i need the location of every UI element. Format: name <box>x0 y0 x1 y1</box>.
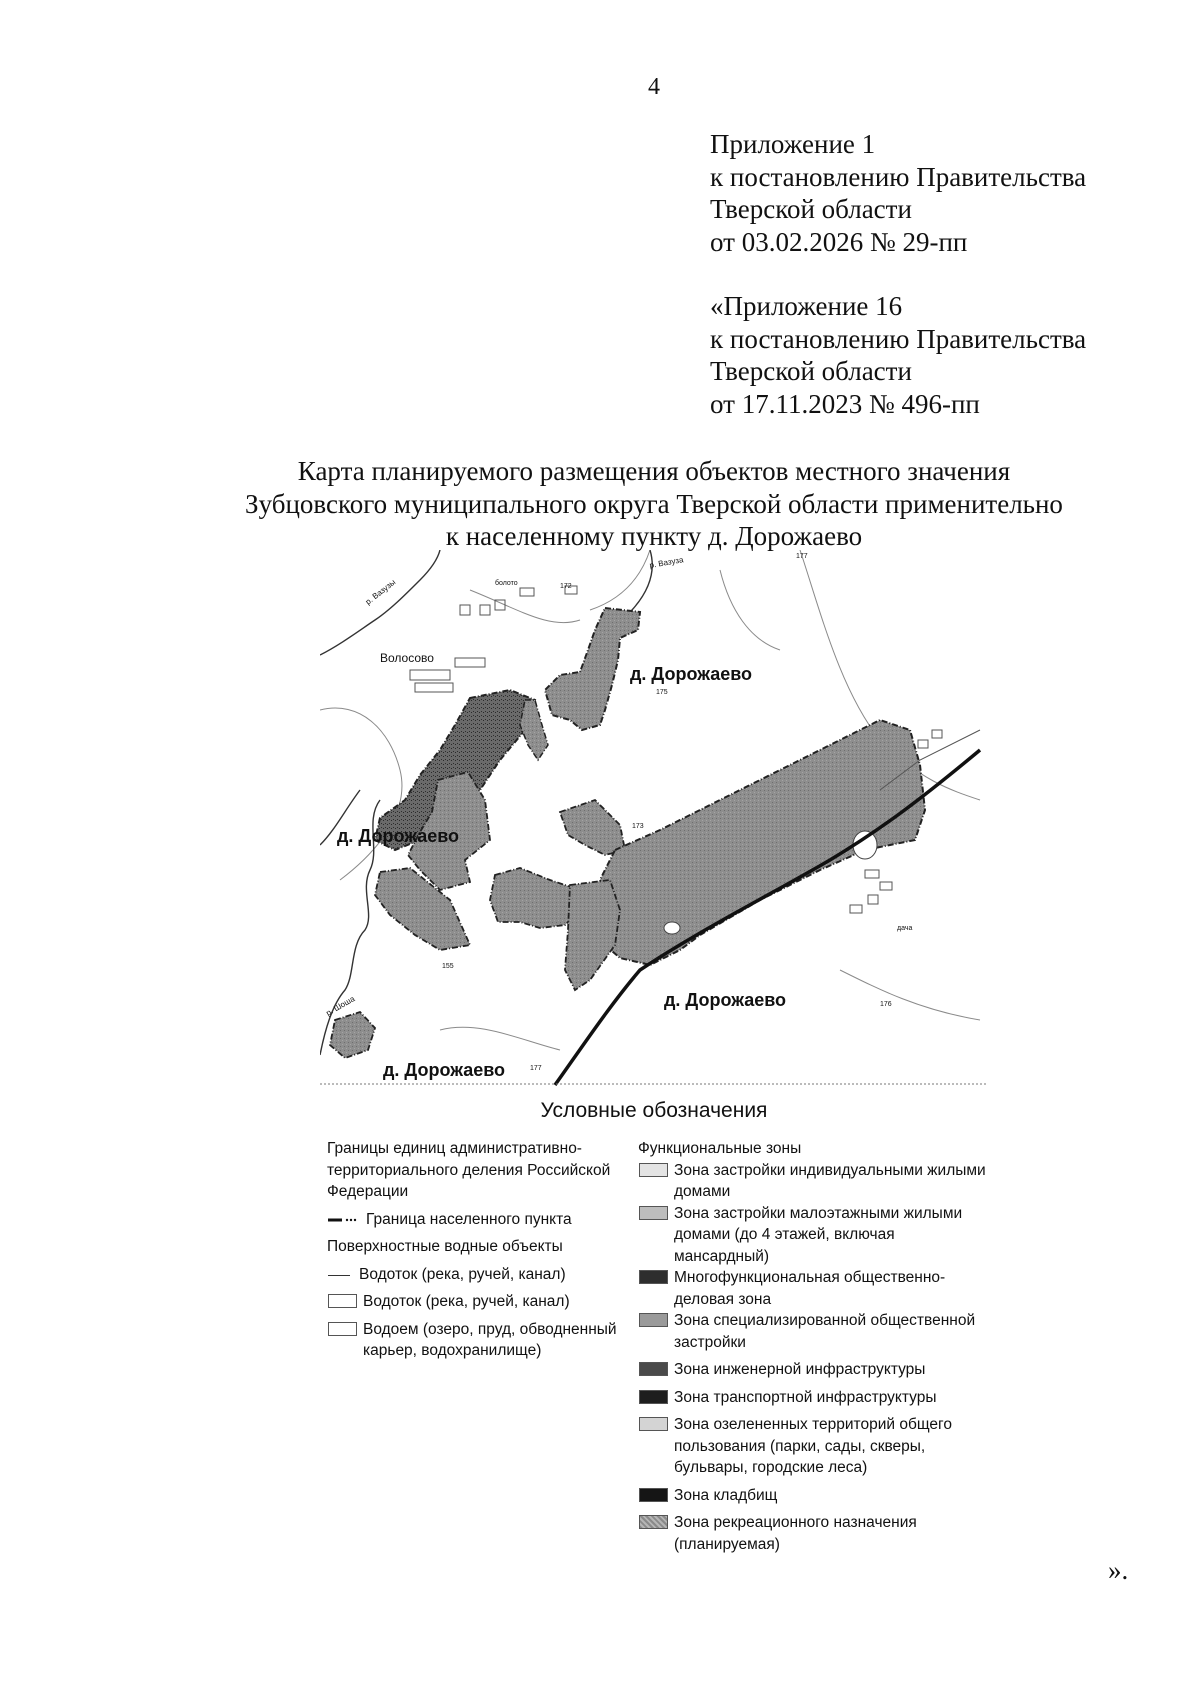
contour-line <box>720 570 780 650</box>
house <box>415 683 453 692</box>
boundary-dash-icon <box>328 1214 358 1226</box>
legend-item <box>638 1512 988 1555</box>
house <box>460 605 470 615</box>
settlement-zone <box>545 608 640 730</box>
legend-label: Граница населенного пункта <box>366 1210 572 1228</box>
contour-line <box>440 1027 560 1050</box>
public-facilities-zone-icon <box>639 1313 668 1327</box>
legend-item <box>638 1485 988 1507</box>
volosovo-houses <box>410 586 577 692</box>
legend-item <box>327 1264 637 1286</box>
legend-label: Зона застройки малоэтажными жилыми домами (до 4 этажей, включая мансардный) <box>674 1204 963 1265</box>
legend-section-header: Функциональные зоны <box>638 1140 802 1157</box>
annex-date-number: от 17.11.2023 № 496-пп <box>710 388 980 419</box>
map-small-label: дача <box>897 925 913 932</box>
annex-reference: к постановлению Правительства <box>710 161 1087 192</box>
watercourse-area-icon <box>328 1294 357 1308</box>
contour-line <box>590 550 650 610</box>
engineering-zone-icon <box>639 1362 668 1376</box>
map-canvas <box>320 550 986 1086</box>
business-zone-icon <box>639 1270 668 1284</box>
water-body-icon <box>328 1322 357 1336</box>
legend-right-column <box>638 1138 988 1555</box>
legend-label: Зона рекреационного назначения (планируемая) <box>674 1514 917 1553</box>
closing-quote-mark: ». <box>1108 1555 1129 1585</box>
settlement-label: д. Дорожаево <box>337 826 460 846</box>
legend-section-header: Поверхностные водные объекты <box>327 1238 563 1255</box>
legend-label: Водоток (река, ручей, канал) <box>363 1293 570 1310</box>
legend-label: Зона транспортной инфраструктуры <box>674 1388 937 1406</box>
map-title-line: к населенному пункту д. Дорожаево <box>445 521 863 551</box>
house <box>932 730 942 738</box>
legend-item <box>638 1310 988 1353</box>
legend-item <box>327 1319 637 1362</box>
legend-item <box>638 1414 988 1479</box>
settlement-zone <box>330 1012 375 1058</box>
legend-item <box>638 1203 988 1268</box>
legend-item <box>638 1359 988 1381</box>
annex-title: Приложение 1 <box>710 129 876 159</box>
zone-north <box>545 608 640 730</box>
green-zone-icon <box>639 1417 668 1431</box>
legend-label: Зона застройки индивидуальными жилыми домами <box>674 1161 986 1200</box>
contour-line <box>320 708 402 880</box>
map-small-label: болото <box>495 580 518 587</box>
house <box>868 895 878 904</box>
zone-southwest <box>330 1012 375 1058</box>
water-body <box>664 922 680 934</box>
watercourse-line-icon <box>328 1275 350 1276</box>
river-label: р. Вазузы <box>363 577 398 607</box>
cemetery-zone-icon <box>639 1488 668 1502</box>
legend-label: Водоток (река, ручей, канал) <box>359 1265 566 1283</box>
settlement-label: д. Дорожаево <box>630 664 753 684</box>
house <box>480 605 490 615</box>
house <box>880 882 892 890</box>
recreation-zone-icon <box>639 1515 668 1529</box>
village-label: Волосово <box>380 651 434 665</box>
legend-label: Водоем (озеро, пруд, обводненный карьер, водохранилище) <box>363 1320 617 1359</box>
house <box>850 905 862 913</box>
map-small-label: 177 <box>796 553 808 560</box>
map-small-label: 177 <box>530 1065 542 1072</box>
annex-date-number: от 03.02.2026 № 29-пп <box>710 226 968 257</box>
annex-title: «Приложение 16 <box>710 291 903 321</box>
map-small-label: 176 <box>880 1001 892 1008</box>
individual-housing-zone-icon <box>639 1163 668 1177</box>
transport-zone-icon <box>639 1390 668 1404</box>
settlement-label: д. Дорожаево <box>383 1060 506 1080</box>
legend-label: Зона озелененных территорий общего пользования (парки, сады, скверы, бульвары, городские леса) <box>674 1416 952 1476</box>
house <box>865 870 879 878</box>
annex-region: Тверской области <box>710 356 912 386</box>
map-title-line: Карта планируемого размещения объектов местного значения <box>297 456 1011 486</box>
legend-item <box>327 1291 637 1313</box>
legend-label: Зона специализированной общественной застройки <box>674 1312 976 1351</box>
legend-label: Зона кладбищ <box>674 1486 778 1504</box>
house <box>520 588 534 596</box>
house <box>410 670 450 680</box>
house <box>455 658 485 667</box>
low-rise-housing-zone-icon <box>639 1206 668 1220</box>
house <box>918 740 928 748</box>
annex-reference: к постановлению Правительства <box>710 323 1087 354</box>
legend-label: Многофункциональная общественно-деловая зона <box>674 1269 946 1308</box>
connector-zone <box>520 700 548 760</box>
map-small-label: 175 <box>656 689 668 696</box>
legend-item <box>638 1267 988 1310</box>
legend-label: Зона инженерной инфраструктуры <box>674 1361 926 1378</box>
legend-item <box>638 1387 988 1409</box>
legend-title: Условные обозначения <box>540 1099 768 1122</box>
annex-amended-block <box>710 290 1086 420</box>
settlement-map <box>320 550 986 1086</box>
legend-left-column <box>327 1138 637 1362</box>
map-small-label: 155 <box>442 963 454 970</box>
map-small-label: 172 <box>560 583 572 590</box>
legend-item <box>327 1209 637 1231</box>
river-vazuza-north <box>320 550 440 655</box>
settlement-zone <box>490 868 580 928</box>
settlement-label: д. Дорожаево <box>664 990 787 1010</box>
map-title <box>0 455 1200 553</box>
map-small-label: 173 <box>632 823 644 830</box>
annex-region: Тверской области <box>710 194 912 224</box>
zone-east <box>565 720 925 990</box>
legend-item <box>638 1160 988 1203</box>
contour-line <box>470 590 580 623</box>
river-label: р. Вазуза <box>648 555 685 570</box>
river-label: р. Шоша <box>324 994 357 1018</box>
contour-line <box>840 970 980 1020</box>
legend-section-header: Границы единиц административно-территориального деления Российской Федерации <box>327 1140 611 1200</box>
settlement-zone <box>560 800 625 855</box>
annex-current-block <box>710 128 1086 258</box>
map-title-line: Зубцовского муниципального округа Тверской области применительно <box>245 488 1063 519</box>
settlement-zone <box>565 880 620 990</box>
page-number: 4 <box>648 74 660 100</box>
